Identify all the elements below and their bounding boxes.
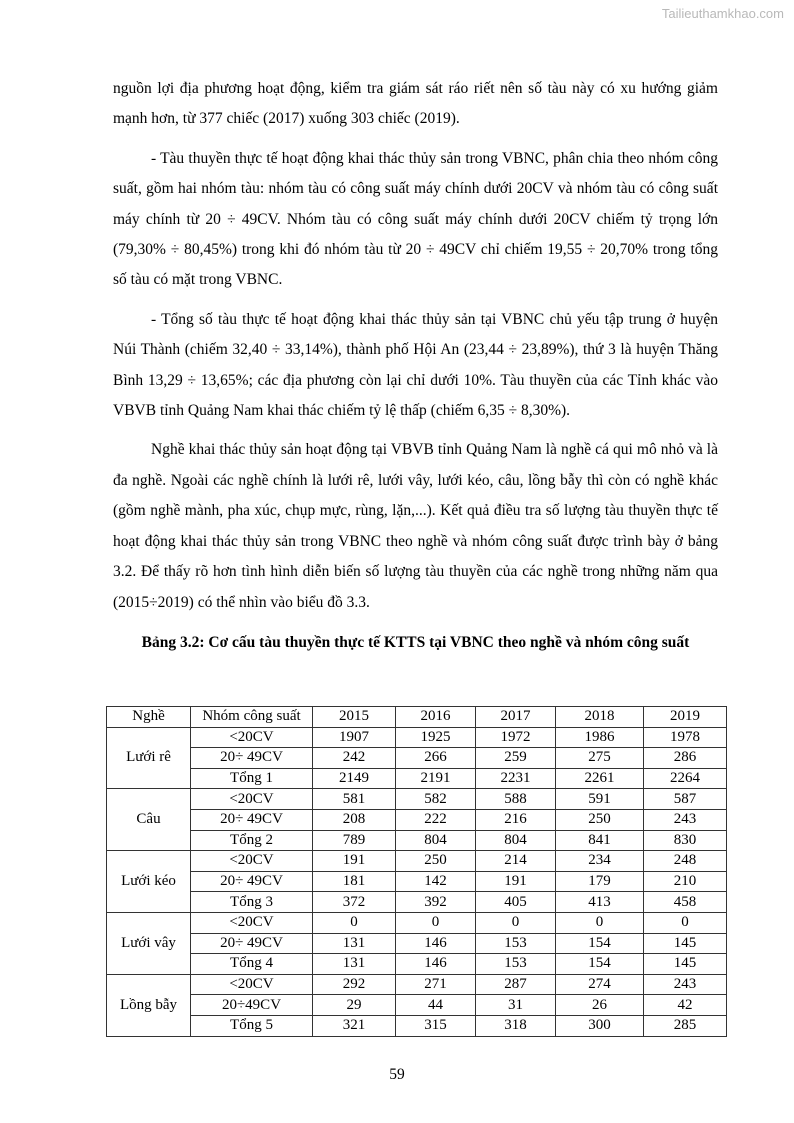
value-cell: 292 — [313, 974, 396, 995]
header-cell: Nhóm công suất — [191, 707, 313, 728]
value-cell: 0 — [476, 912, 556, 933]
value-cell: 2149 — [313, 768, 396, 789]
power-group-cell: 20÷49CV — [191, 995, 313, 1016]
value-cell: 587 — [644, 789, 727, 810]
page-body — [113, 74, 718, 658]
value-cell: 145 — [644, 954, 727, 975]
value-cell: 26 — [556, 995, 644, 1016]
occupation-cell: Lưới rê — [107, 727, 191, 789]
value-cell: 1986 — [556, 727, 644, 748]
occupation-cell: Câu — [107, 789, 191, 851]
power-group-cell: Tổng 1 — [191, 768, 313, 789]
table-row — [107, 974, 727, 995]
header-cell: 2016 — [396, 707, 476, 728]
value-cell: 588 — [476, 789, 556, 810]
value-cell: 234 — [556, 851, 644, 872]
value-cell: 145 — [644, 933, 727, 954]
table-row — [107, 995, 727, 1016]
value-cell: 210 — [644, 871, 727, 892]
header-cell: 2018 — [556, 707, 644, 728]
table-row — [107, 954, 727, 975]
value-cell: 271 — [396, 974, 476, 995]
value-cell: 154 — [556, 933, 644, 954]
value-cell: 315 — [396, 1015, 476, 1036]
value-cell: 2264 — [644, 768, 727, 789]
table-row — [107, 933, 727, 954]
value-cell: 179 — [556, 871, 644, 892]
value-cell: 1978 — [644, 727, 727, 748]
value-cell: 804 — [396, 830, 476, 851]
value-cell: 0 — [396, 912, 476, 933]
occupation-cell: Lưới kéo — [107, 851, 191, 913]
paragraph-4: Nghề khai thác thủy sản hoạt động tại VBVB tỉnh Quảng Nam là nghề cá qui mô nhỏ và là đa nghề. Ngoài các nghề chính là lưới rê, lưới vây, lưới kéo, câu, lồng bẫy thì còn có nghề khác (gồm nghề mành, pha xúc, chụp mực, rùng, lặn,...). Kết quả điều tra số lượng tàu thuyền thực tế hoạt động khai thác thủy sản trong VBNC theo nghề và nhóm công suất được trình bày ở bảng 3.2. Để thấy rõ hơn tình hình diễn biến số lượng tàu thuyền của các nghề trong những năm qua (2015÷2019) có thể nhìn vào biểu đồ 3.3. — [113, 441, 718, 611]
value-cell: 413 — [556, 892, 644, 913]
power-group-cell: Tổng 2 — [191, 830, 313, 851]
value-cell: 153 — [476, 954, 556, 975]
value-cell: 222 — [396, 809, 476, 830]
power-group-cell: 20÷ 49CV — [191, 933, 313, 954]
value-cell: 146 — [396, 954, 476, 975]
watermark-text: Tailieuthamkhao.com — [661, 6, 784, 21]
value-cell: 1925 — [396, 727, 476, 748]
value-cell: 804 — [476, 830, 556, 851]
power-group-cell: <20CV — [191, 851, 313, 872]
power-group-cell: <20CV — [191, 974, 313, 995]
value-cell: 208 — [313, 809, 396, 830]
value-cell: 372 — [313, 892, 396, 913]
paragraph-1: nguồn lợi địa phương hoạt động, kiểm tra giám sát ráo riết nên số tàu này có xu hướng giảm mạnh hơn, từ 377 chiếc (2017) xuống 303 chiếc (2019). — [113, 80, 718, 128]
value-cell: 191 — [476, 871, 556, 892]
table-row — [107, 727, 727, 748]
value-cell: 841 — [556, 830, 644, 851]
table-header-row — [107, 707, 727, 728]
power-group-cell: <20CV — [191, 727, 313, 748]
value-cell: 318 — [476, 1015, 556, 1036]
value-cell: 286 — [644, 748, 727, 769]
value-cell: 2191 — [396, 768, 476, 789]
power-group-cell: <20CV — [191, 912, 313, 933]
table-row — [107, 851, 727, 872]
value-cell: 31 — [476, 995, 556, 1016]
power-group-cell: Tổng 5 — [191, 1015, 313, 1036]
value-cell: 191 — [313, 851, 396, 872]
value-cell: 131 — [313, 933, 396, 954]
paragraph-2: - Tàu thuyền thực tế hoạt động khai thác thủy sản trong VBNC, phân chia theo nhóm công suất, gồm hai nhóm tàu: nhóm tàu có công suất máy chính dưới 20CV và nhóm tàu có công suất máy chính từ 20 ÷ 49CV. Nhóm tàu có công suất máy chính dưới 20CV chiếm tỷ trọng lớn (79,30% ÷ 80,45%) trong khi đó nhóm tàu từ 20 ÷ 49CV chỉ chiếm 19,55 ÷ 20,70% trong tổng số tàu có mặt trong VBNC. — [113, 149, 718, 289]
power-group-cell: 20÷ 49CV — [191, 748, 313, 769]
value-cell: 405 — [476, 892, 556, 913]
value-cell: 1972 — [476, 727, 556, 748]
header-cell: 2015 — [313, 707, 396, 728]
table-body — [107, 727, 727, 1036]
value-cell: 131 — [313, 954, 396, 975]
header-cell: 2019 — [644, 707, 727, 728]
value-cell: 274 — [556, 974, 644, 995]
value-cell: 216 — [476, 809, 556, 830]
value-cell: 0 — [313, 912, 396, 933]
value-cell: 1907 — [313, 727, 396, 748]
value-cell: 285 — [644, 1015, 727, 1036]
value-cell: 321 — [313, 1015, 396, 1036]
table-row — [107, 748, 727, 769]
value-cell: 2261 — [556, 768, 644, 789]
value-cell: 458 — [644, 892, 727, 913]
value-cell: 153 — [476, 933, 556, 954]
value-cell: 243 — [644, 809, 727, 830]
occupation-cell: Lưới vây — [107, 912, 191, 974]
table-row — [107, 1015, 727, 1036]
value-cell: 146 — [396, 933, 476, 954]
value-cell: 242 — [313, 748, 396, 769]
value-cell: 154 — [556, 954, 644, 975]
value-cell: 392 — [396, 892, 476, 913]
fishing-vessel-table — [106, 706, 727, 1037]
value-cell: 29 — [313, 995, 396, 1016]
value-cell: 0 — [644, 912, 727, 933]
value-cell: 142 — [396, 871, 476, 892]
value-cell: 214 — [476, 851, 556, 872]
value-cell: 300 — [556, 1015, 644, 1036]
value-cell: 789 — [313, 830, 396, 851]
table-caption: Bảng 3.2: Cơ cấu tàu thuyền thực tế KTTS tại VBNC theo nghề và nhóm công suất — [141, 633, 690, 651]
table-row — [107, 830, 727, 851]
value-cell: 250 — [556, 809, 644, 830]
table-row — [107, 912, 727, 933]
value-cell: 181 — [313, 871, 396, 892]
occupation-cell: Lồng bẫy — [107, 974, 191, 1036]
table-row — [107, 789, 727, 810]
header-cell: Nghề — [107, 707, 191, 728]
page-number: 59 — [389, 1066, 405, 1083]
power-group-cell: 20÷ 49CV — [191, 809, 313, 830]
table-row — [107, 768, 727, 789]
value-cell: 830 — [644, 830, 727, 851]
table-row — [107, 892, 727, 913]
value-cell: 581 — [313, 789, 396, 810]
power-group-cell: Tổng 3 — [191, 892, 313, 913]
power-group-cell: Tổng 4 — [191, 954, 313, 975]
paragraph-3: - Tổng số tàu thực tế hoạt động khai thác thủy sản tại VBNC chủ yếu tập trung ở huyện Núi Thành (chiếm 32,40 ÷ 33,14%), thành phố Hội An (23,44 ÷ 23,89%), thứ 3 là huyện Thăng Bình 13,29 ÷ 13,65%; các địa phương còn lại chỉ dưới 10%. Tàu thuyền của các Tỉnh khác vào VBVB tỉnh Quảng Nam khai thác chiếm tỷ lệ thấp (chiếm 6,35 ÷ 8,30%). — [113, 310, 718, 420]
header-cell: 2017 — [476, 707, 556, 728]
value-cell: 275 — [556, 748, 644, 769]
table-row — [107, 809, 727, 830]
value-cell: 44 — [396, 995, 476, 1016]
value-cell: 248 — [644, 851, 727, 872]
power-group-cell: 20÷ 49CV — [191, 871, 313, 892]
value-cell: 0 — [556, 912, 644, 933]
value-cell: 591 — [556, 789, 644, 810]
value-cell: 2231 — [476, 768, 556, 789]
value-cell: 250 — [396, 851, 476, 872]
value-cell: 266 — [396, 748, 476, 769]
value-cell: 287 — [476, 974, 556, 995]
value-cell: 259 — [476, 748, 556, 769]
value-cell: 42 — [644, 995, 727, 1016]
value-cell: 243 — [644, 974, 727, 995]
power-group-cell: <20CV — [191, 789, 313, 810]
table-row — [107, 871, 727, 892]
value-cell: 582 — [396, 789, 476, 810]
